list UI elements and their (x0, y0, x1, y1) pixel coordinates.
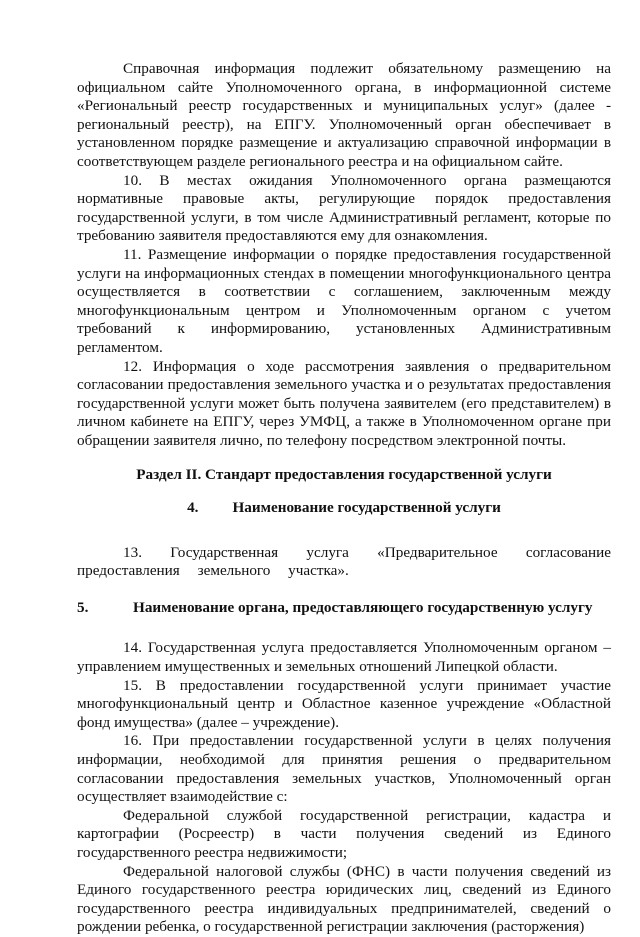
paragraph-fns: Федеральной налоговой службы (ФНС) в части получения сведений из Единого государственного реестра юридических лиц, сведений из Единого государственного реестра индивидуальных предпринимателей, сведений о рождении ребенка, о государственной регистрации заключения (расторжения) (77, 862, 611, 936)
heading-4-number: 4. (187, 499, 199, 517)
paragraph-13: 13. Государственная услуга «Предварительное согласование предоставления земельного участка». (77, 543, 611, 580)
section-title: Раздел II. Стандарт предоставления государственной услуги (136, 466, 552, 484)
heading-5 (77, 599, 611, 618)
paragraph-16: 16. При предоставлении государственной услуги в целях получения информации, необходимой для принятия решения о предварительном согласовании предоставления земельных участков, Уполномоченный орган осуществляет взаимодействие с: (77, 732, 611, 806)
paragraph-12: 12. Информация о ходе рассмотрения заявления о предварительном согласовании предоставления земельного участка и о результатах предоставления государственной услуги может быть получена заявителем (его представителем) в личном кабинете на ЕПГУ, через УМФЦ, а также в Уполномоченном органе при обращении заявителя лично, по телефону посредством электронной почты. (77, 357, 611, 449)
heading-5-text: Наименование органа, предоставляющего государственную услугу (133, 598, 593, 616)
paragraph-15: 15. В предоставлении государственной услуги принимает участие многофункциональный центр и Областное казенное учреждение «Областной фонд имущества» (далее – учреждение). (77, 676, 611, 731)
heading-4-text: Наименование государственной услуги (232, 499, 501, 517)
document-body (77, 60, 611, 937)
heading-5-number: 5. (77, 598, 89, 616)
paragraph-14: 14. Государственная услуга предоставляется Уполномоченным органом – управлением имущественных и земельных отношений Липецкой области. (77, 639, 611, 676)
paragraph-reference-info: Справочная информация подлежит обязательному размещению на официальном сайте Уполномоченного органа, в информационной системе «Региональный реестр государственных и муниципальных услуг» (далее - региональный реестр), на ЕПГУ. Уполномоченный орган обеспечивает в установленном порядке размещение и актуализацию справочной информации в соответствующем разделе регионального реестра и на официальном сайте. (77, 60, 611, 170)
paragraph-11: 11. Размещение информации о порядке предоставления государственной услуги на информационных стендах в помещении многофункционального центра осуществляется в соответствии с соглашением, заключенным между многофункциональным центром и Уполномоченным органом с учетом требований к информированию, установленных Административным регламентом. (77, 245, 611, 356)
paragraph-rosreestr: Федеральной службой государственной регистрации, кадастра и картографии (Росреестр) в части получения сведений из Единого государственного реестра недвижимости; (77, 806, 611, 861)
heading-4 (77, 499, 611, 518)
paragraph-10: 10. В местах ожидания Уполномоченного органа размещаются нормативные правовые акты, регулирующие порядок предоставления государственной услуги, в том числе Административный регламент, которые по требованию заявителя предоставляются ему для ознакомления. (77, 171, 611, 245)
